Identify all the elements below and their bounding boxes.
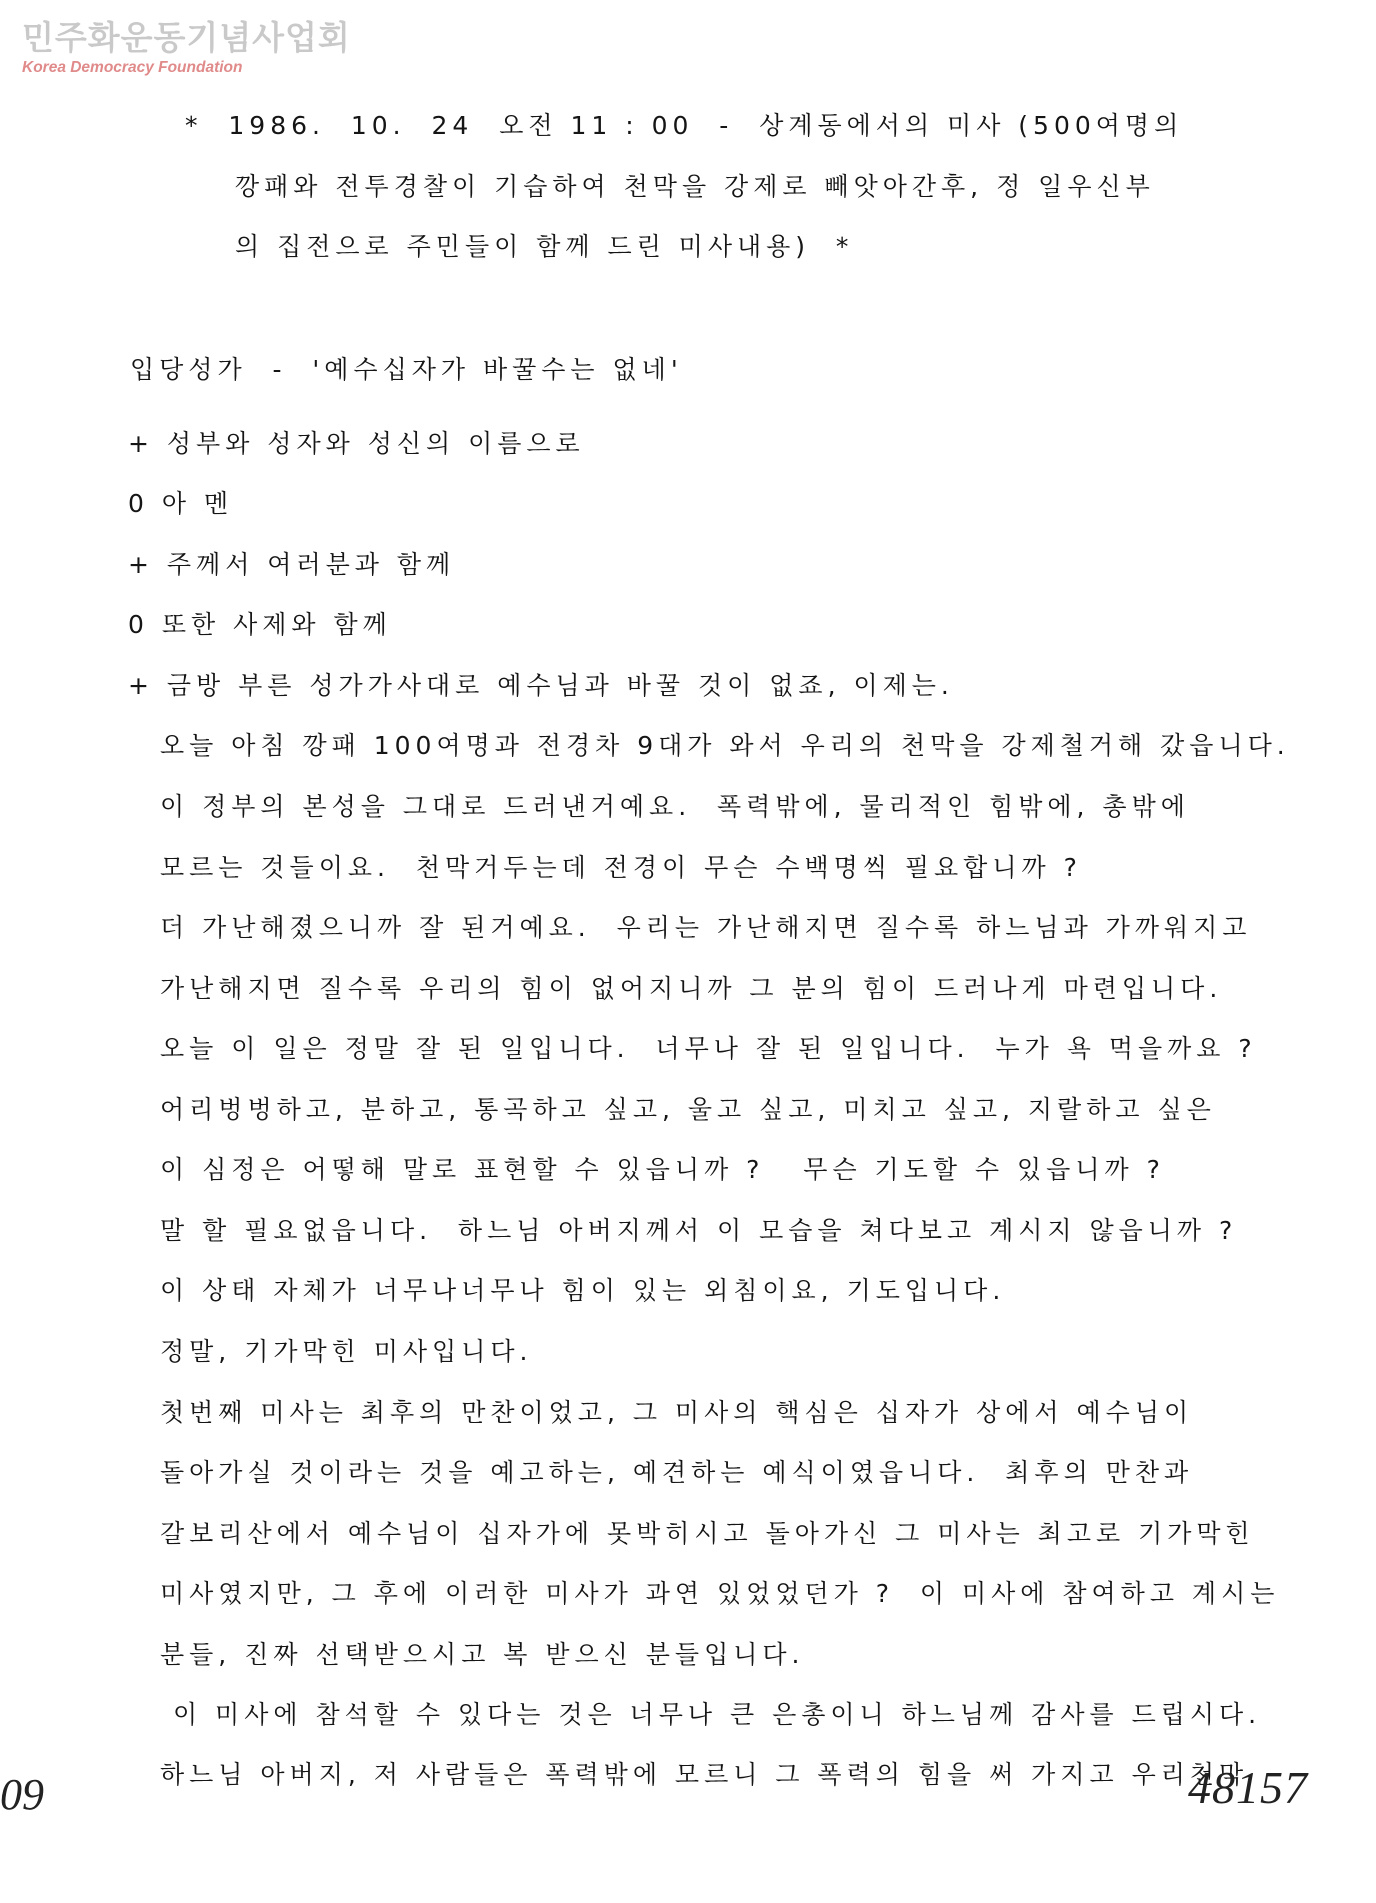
body-line: 이 미사에 참석할 수 있다는 것은 너무나 큰 은총이니 하느님께 감사를 드립시다. [160,1700,1262,1729]
response-line: + 성부와 성자와 성신의 이름으로 [128,429,585,458]
response-line: + 주께서 여러분과 함께 [128,550,456,579]
body-line: 어리벙벙하고, 분하고, 통곡하고 싶고, 울고 싶고, 미치고 싶고, 지랄하고 싶은 [160,1095,1216,1124]
body-line: 분들, 진짜 선택받으시고 복 받으신 분들입니다. [160,1640,805,1669]
response-line: 0 아 멘 [128,489,234,518]
body-line: 오늘 아침 깡패 100여명과 전경차 9대가 와서 우리의 천막을 강제철거해 갔읍니다. [160,731,1290,760]
header-line-1: * 1986. 10. 24 오전 11 : 00 - 상계동에서의 미사 (500여명의 [185,111,1184,140]
response-line: + 금방 부른 성가가사대로 예수님과 바꿀 것이 없죠, 이제는. [128,671,954,700]
body-line: 오늘 이 일은 정말 잘 된 일입니다. 너무나 잘 된 일입니다. 누가 욕 먹을까요 ? [160,1034,1257,1063]
body-line: 미사였지만, 그 후에 이러한 미사가 과연 있었었던가 ? 이 미사에 참여하고 계시는 [160,1579,1280,1608]
body-line: 모르는 것들이요. 천막거두는데 전경이 무슨 수백명씩 필요합니까 ? [160,853,1082,882]
watermark-logo [22,18,351,78]
watermark-korean-text: 민주화운동기념사업회 [22,18,351,57]
header-line-2: 깡패와 전투경찰이 기습하여 천막을 강제로 빼앗아간후, 정 일우신부 [235,172,1155,201]
body-line: 갈보리산에서 예수님이 십자가에 못박히시고 돌아가신 그 미사는 최고로 기가막힌 [160,1519,1255,1548]
body-line: 이 상태 자체가 너무나너무나 힘이 있는 외침이요, 기도입니다. [160,1276,1006,1305]
entrance-hymn-line: 입당성가 - '예수십자가 바꿀수는 없네' [130,355,683,384]
body-line: 더 가난해졌으니까 잘 된거예요. 우리는 가난해지면 질수록 하느님과 가까워지고 [160,913,1252,942]
page-number-right: 48157 [1188,1762,1308,1813]
body-line: 돌아가실 것이라는 것을 예고하는, 예견하는 예식이였읍니다. 최후의 만찬과 [160,1458,1194,1487]
page-number-left: 09 [0,1770,44,1819]
watermark-english-text: Korea Democracy Foundation [22,59,243,76]
body-line: 정말, 기가막힌 미사입니다. [160,1337,533,1366]
header-line-3: 의 집전으로 주민들이 함께 드린 미사내용) * [235,232,854,261]
response-line: 0 또한 사제와 함께 [128,610,392,639]
body-line: 이 심정은 어떻해 말로 표현할 수 있읍니까 ? 무슨 기도할 수 있읍니까 ? [160,1155,1165,1184]
body-line: 이 정부의 본성을 그대로 드러낸거예요. 폭력밖에, 물리적인 힘밖에, 총밖에 [160,792,1190,821]
body-line: 가난해지면 질수록 우리의 힘이 없어지니까 그 분의 힘이 드러나게 마련입니다. [160,974,1223,1003]
body-line: 첫번째 미사는 최후의 만찬이었고, 그 미사의 핵심은 십자가 상에서 예수님이 [160,1398,1194,1427]
body-line: 말 할 필요없읍니다. 하느님 아버지께서 이 모습을 쳐다보고 계시지 않읍니까 ? [160,1216,1238,1245]
body-line: 하느님 아버지, 저 사람들은 폭력밖에 모르니 그 폭력의 힘을 써 가지고 우리천막 [160,1760,1249,1789]
